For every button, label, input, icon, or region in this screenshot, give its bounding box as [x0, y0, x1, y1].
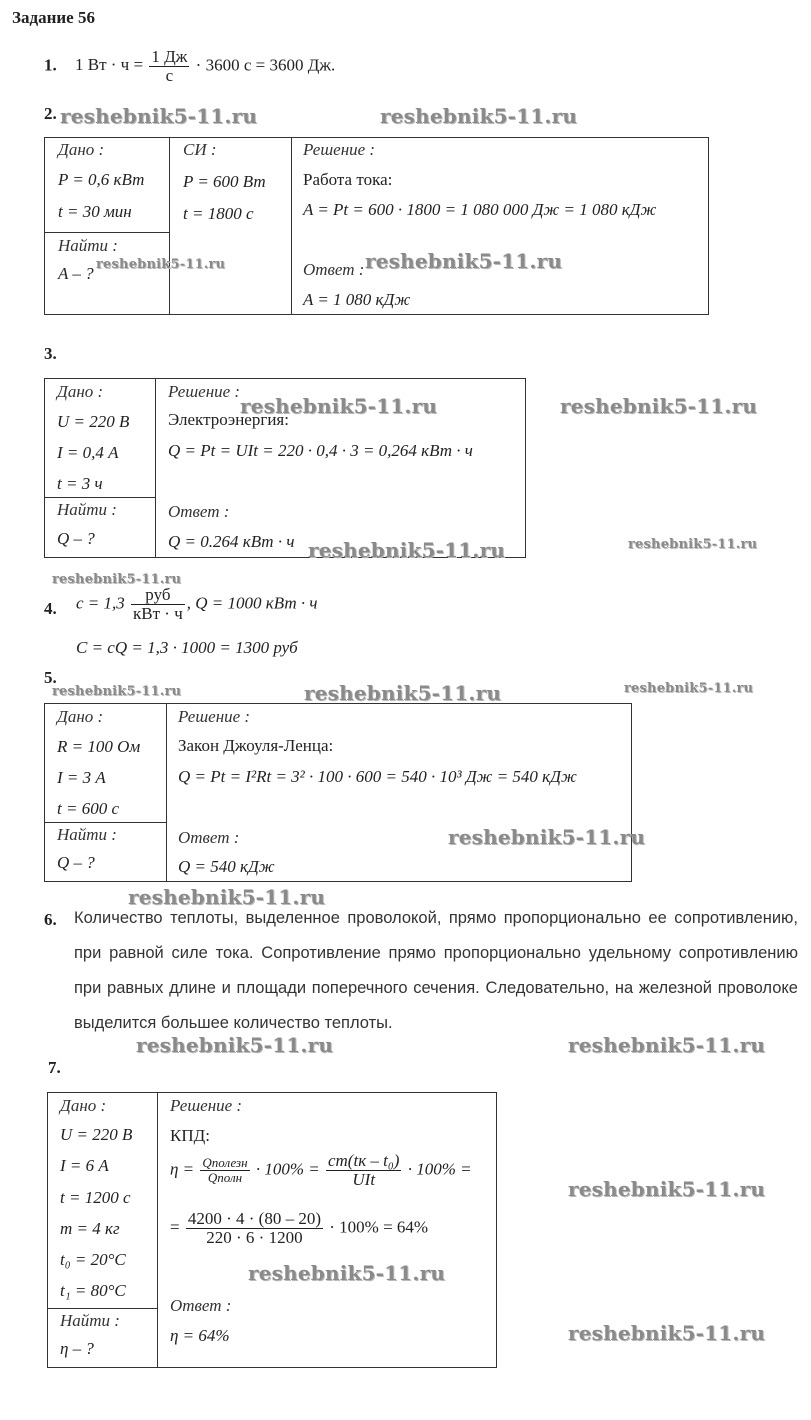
watermark: reshebnik5-11.ru: [240, 394, 438, 418]
watermark: reshebnik5-11.ru: [308, 538, 506, 562]
task2-given-2: t = 30 мин: [58, 202, 132, 221]
task5-formula: Q = Pt = I²Rt = 3² · 100 · 600 = 540 · 10³ Дж = 540 кДж: [178, 767, 577, 786]
task3-find-label: Найти :: [57, 500, 117, 519]
task4-fraction: [131, 586, 185, 623]
task2-table: [44, 137, 709, 315]
watermark: reshebnik5-11.ru: [568, 1321, 766, 1345]
task7-frac2-den: UIt: [352, 1169, 376, 1189]
task2-si-2: t = 1800 с: [183, 204, 254, 223]
watermark: reshebnik5-11.ru: [136, 1033, 334, 1057]
task5-answer-label: Ответ :: [178, 828, 240, 847]
task3-given-2: I = 0,4 А: [57, 443, 119, 462]
watermark: reshebnik5-11.ru: [304, 681, 502, 705]
watermark: reshebnik5-11.ru: [60, 104, 258, 128]
task2-divider: [169, 137, 170, 315]
task7-formula-line1: [170, 1152, 472, 1189]
task1: [44, 48, 335, 85]
task4-number: 4.: [44, 599, 57, 618]
task2-divider: [44, 232, 169, 233]
task5-find-label: Найти :: [57, 825, 117, 844]
task4-line2: C = cQ = 1,3 · 1000 = 1300 руб: [76, 638, 298, 657]
task2-find: A – ?: [58, 264, 94, 283]
task2-solution-text: Работа тока:: [303, 170, 393, 189]
task1-frac-den: с: [165, 65, 174, 85]
task2-si-1: P = 600 Вт: [183, 172, 266, 191]
task7-find: η – ?: [60, 1339, 94, 1358]
task5-given-2: I = 3 А: [57, 768, 106, 787]
watermark: reshebnik5-11.ru: [52, 684, 182, 699]
task2-answer-label: Ответ :: [303, 260, 365, 279]
task3-formula: Q = Pt = UIt = 220 · 0,4 · 3 = 0,264 кВт · ч: [168, 441, 473, 460]
task2-si-label: СИ :: [183, 140, 217, 159]
task7-solution-text: КПД:: [170, 1126, 210, 1145]
task2-given-label: Дано :: [58, 140, 105, 159]
task7-frac2: [326, 1152, 401, 1189]
task7-formula-line2: [170, 1210, 428, 1247]
task7-divider: [157, 1092, 158, 1368]
task3-find: Q – ?: [57, 529, 95, 548]
task5-solution-text: Закон Джоуля-Ленца:: [178, 736, 334, 755]
task7-number: 7.: [48, 1058, 61, 1077]
task2-divider: [291, 137, 292, 315]
task7-divider: [47, 1308, 157, 1309]
task3-answer: Q = 0.264 кВт · ч: [168, 532, 295, 551]
task7-frac1-den: Qполн: [207, 1169, 243, 1185]
task2-find-label: Найти :: [58, 236, 118, 255]
task1-frac-num: 1 Дж: [151, 47, 188, 66]
task3-divider: [44, 497, 155, 498]
watermark: reshebnik5-11.ru: [628, 537, 758, 552]
task7-given-1: U = 220 В: [60, 1125, 133, 1144]
watermark: reshebnik5-11.ru: [568, 1177, 766, 1201]
task5-given-label: Дано :: [57, 707, 104, 726]
task1-number: 1.: [44, 55, 57, 75]
task2-solution-label: Решение :: [303, 140, 376, 159]
watermark: reshebnik5-11.ru: [128, 885, 326, 909]
task7-frac1: [200, 1156, 249, 1184]
task7-frac3-den: 220 · 6 · 1200: [206, 1227, 303, 1247]
task3-solution-label: Решение :: [168, 382, 241, 401]
watermark: reshebnik5-11.ru: [448, 825, 646, 849]
watermark: reshebnik5-11.ru: [624, 681, 754, 696]
task2-given-1: P = 0,6 кВт: [58, 170, 145, 189]
task7-given-5: t₀ = 20°C: [60, 1250, 126, 1269]
task6-paragraph: Количество теплоты, выделенное проволокой, прямо пропорционально ее сопротивлению, при равной силе тока. Сопротивление прямо пропорционально удельному сопротивлению при равных длине и площади поперечного сечения. Следовательно, на железной проволоке выделится большее количество теплоты.: [74, 909, 798, 1032]
task5-divider: [44, 822, 166, 823]
task7-frac2-num: cm(tк – t₀): [327, 1151, 400, 1170]
task4-c: c = 1,3: [76, 593, 125, 613]
task7-frac3: [186, 1210, 323, 1247]
watermark: reshebnik5-11.ru: [365, 249, 563, 273]
task6-number: 6.: [44, 910, 57, 929]
task1-rhs: · 3600 с = 3600 Дж.: [195, 55, 336, 75]
task7-frac1-num: Qполезн: [202, 1155, 248, 1171]
task5-find: Q – ?: [57, 853, 95, 872]
task2-answer: A = 1 080 кДж: [303, 290, 411, 309]
task3-given-3: t = 3 ч: [57, 474, 103, 493]
watermark: reshebnik5-11.ru: [560, 394, 758, 418]
task5-solution-label: Решение :: [178, 707, 251, 726]
watermark: reshebnik5-11.ru: [248, 1261, 446, 1285]
task3-answer-label: Ответ :: [168, 502, 230, 521]
task4-q: , Q = 1000 кВт · ч: [186, 593, 318, 613]
task7-given-2: I = 6 А: [60, 1156, 109, 1175]
task2-formula: A = Pt = 600 · 1800 = 1 080 000 Дж = 1 080 кДж: [303, 200, 657, 219]
task1-fraction: [149, 48, 189, 85]
task3-solution-text: Электроэнергия:: [168, 410, 289, 429]
task7-given-label: Дано :: [60, 1096, 107, 1115]
task3-given-1: U = 220 В: [57, 412, 130, 431]
task2-number: 2.: [44, 104, 57, 123]
task7-frac3-num: 4200 · 4 · (80 – 20): [187, 1209, 321, 1228]
task7-answer: η = 64%: [170, 1326, 230, 1345]
task7-eq: =: [170, 1217, 180, 1237]
watermark: reshebnik5-11.ru: [52, 572, 182, 587]
task7-given-3: t = 1200 с: [60, 1188, 131, 1207]
task7-given-6: t₁ = 80°C: [60, 1281, 126, 1300]
watermark: reshebnik5-11.ru: [568, 1033, 766, 1057]
task5-number: 5.: [44, 668, 57, 687]
task4-line1: [76, 586, 317, 623]
task5-table: [44, 703, 632, 882]
task4-frac-den: кВт · ч: [133, 603, 183, 623]
task5-given-3: t = 600 с: [57, 799, 119, 818]
task3-divider: [155, 378, 156, 558]
page-title: Задание 56: [12, 8, 95, 27]
task7-answer-label: Ответ :: [170, 1296, 232, 1315]
task5-divider: [166, 703, 167, 882]
task1-lhs: 1 Вт · ч =: [75, 55, 144, 75]
task7-given-4: m = 4 кг: [60, 1219, 120, 1238]
task4-frac-num: руб: [131, 586, 185, 605]
task7-mid1: · 100% =: [255, 1159, 320, 1179]
task7-eta: η =: [170, 1159, 195, 1179]
task3-given-label: Дано :: [57, 382, 104, 401]
watermark: reshebnik5-11.ru: [96, 257, 226, 272]
task7-tail: · 100% = 64%: [329, 1217, 429, 1237]
watermark: reshebnik5-11.ru: [380, 104, 578, 128]
task5-given-1: R = 100 Ом: [57, 737, 141, 756]
task3-number: 3.: [44, 344, 57, 363]
task7-solution-label: Решение :: [170, 1096, 243, 1115]
task7-find-label: Найти :: [60, 1311, 120, 1330]
task7-mid2: · 100% =: [407, 1159, 472, 1179]
task5-answer: Q = 540 кДж: [178, 857, 275, 876]
